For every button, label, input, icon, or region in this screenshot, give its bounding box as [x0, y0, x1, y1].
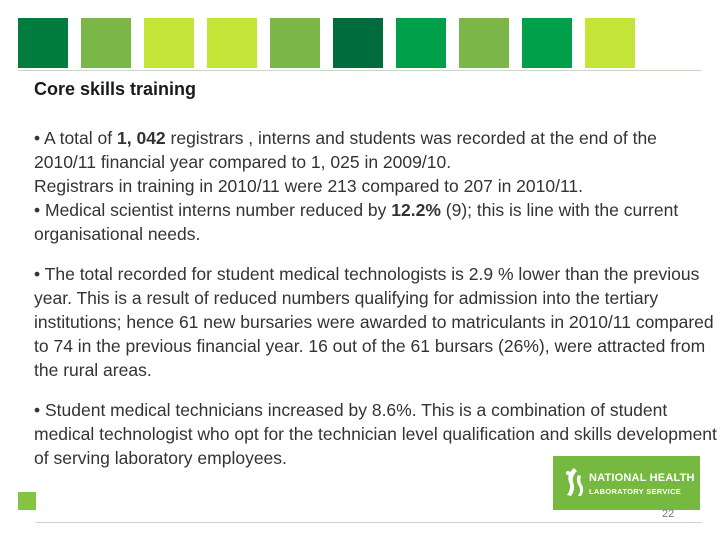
slide-body [34, 126, 718, 470]
deco-square [18, 18, 68, 68]
deco-square [459, 18, 509, 68]
deco-square [522, 18, 572, 68]
deco-square [144, 18, 194, 68]
deco-square [585, 18, 635, 68]
paragraph-student-technicians: • Student medical technicians increased by 8.6%. This is a combination of student medical technologist who opt for the technician level qualification and skills development of serving laboratory employees. [34, 400, 717, 468]
paragraph-registrars-training: Registrars in training in 2010/11 were 213 compared to 207 in 2010/11. [34, 176, 584, 196]
nhls-logo [553, 456, 700, 510]
bold-figure: 1, 042 [117, 128, 166, 148]
deco-square [81, 18, 131, 68]
paragraph-scientist-interns [34, 198, 718, 246]
paragraph-total-registrars [34, 126, 718, 174]
slide-heading: Core skills training [34, 79, 197, 99]
paragraph-student-technologists: • The total recorded for student medical technologists is 2.9 % lower than the previous year. This is a result of reduced numbers qualifying for admission into the tertiary institutions; hence 61 new bursaries were awarded to matriculants in 2010/11 compared to 74 in the previous financial year. 16 out of the 61 bursars (26%), were attracted from the rural areas. [34, 264, 714, 380]
deco-square [207, 18, 257, 68]
text-run: registrars , interns and students was recorded at the end of the 2010/11 financial year compared to 1, 025 in 2009/10. [34, 128, 657, 172]
bold-figure: 12.2% [391, 200, 441, 220]
text-run: • Medical scientist interns number reduced by [34, 200, 392, 220]
deco-square [396, 18, 446, 68]
deco-square [270, 18, 320, 68]
footer-divider [36, 522, 702, 523]
nhls-logo-icon [563, 466, 585, 498]
header-divider [18, 70, 702, 71]
deco-square [333, 18, 383, 68]
logo-text-line1: NATIONAL HEALTH [589, 472, 695, 484]
text-run: • A total of [34, 128, 117, 148]
corner-square [18, 492, 36, 510]
text-run: (9); this is line with the current organisational needs. [34, 200, 679, 244]
page-number: 22 [662, 508, 675, 520]
logo-text-line2: LABORATORY SERVICE [589, 487, 682, 496]
